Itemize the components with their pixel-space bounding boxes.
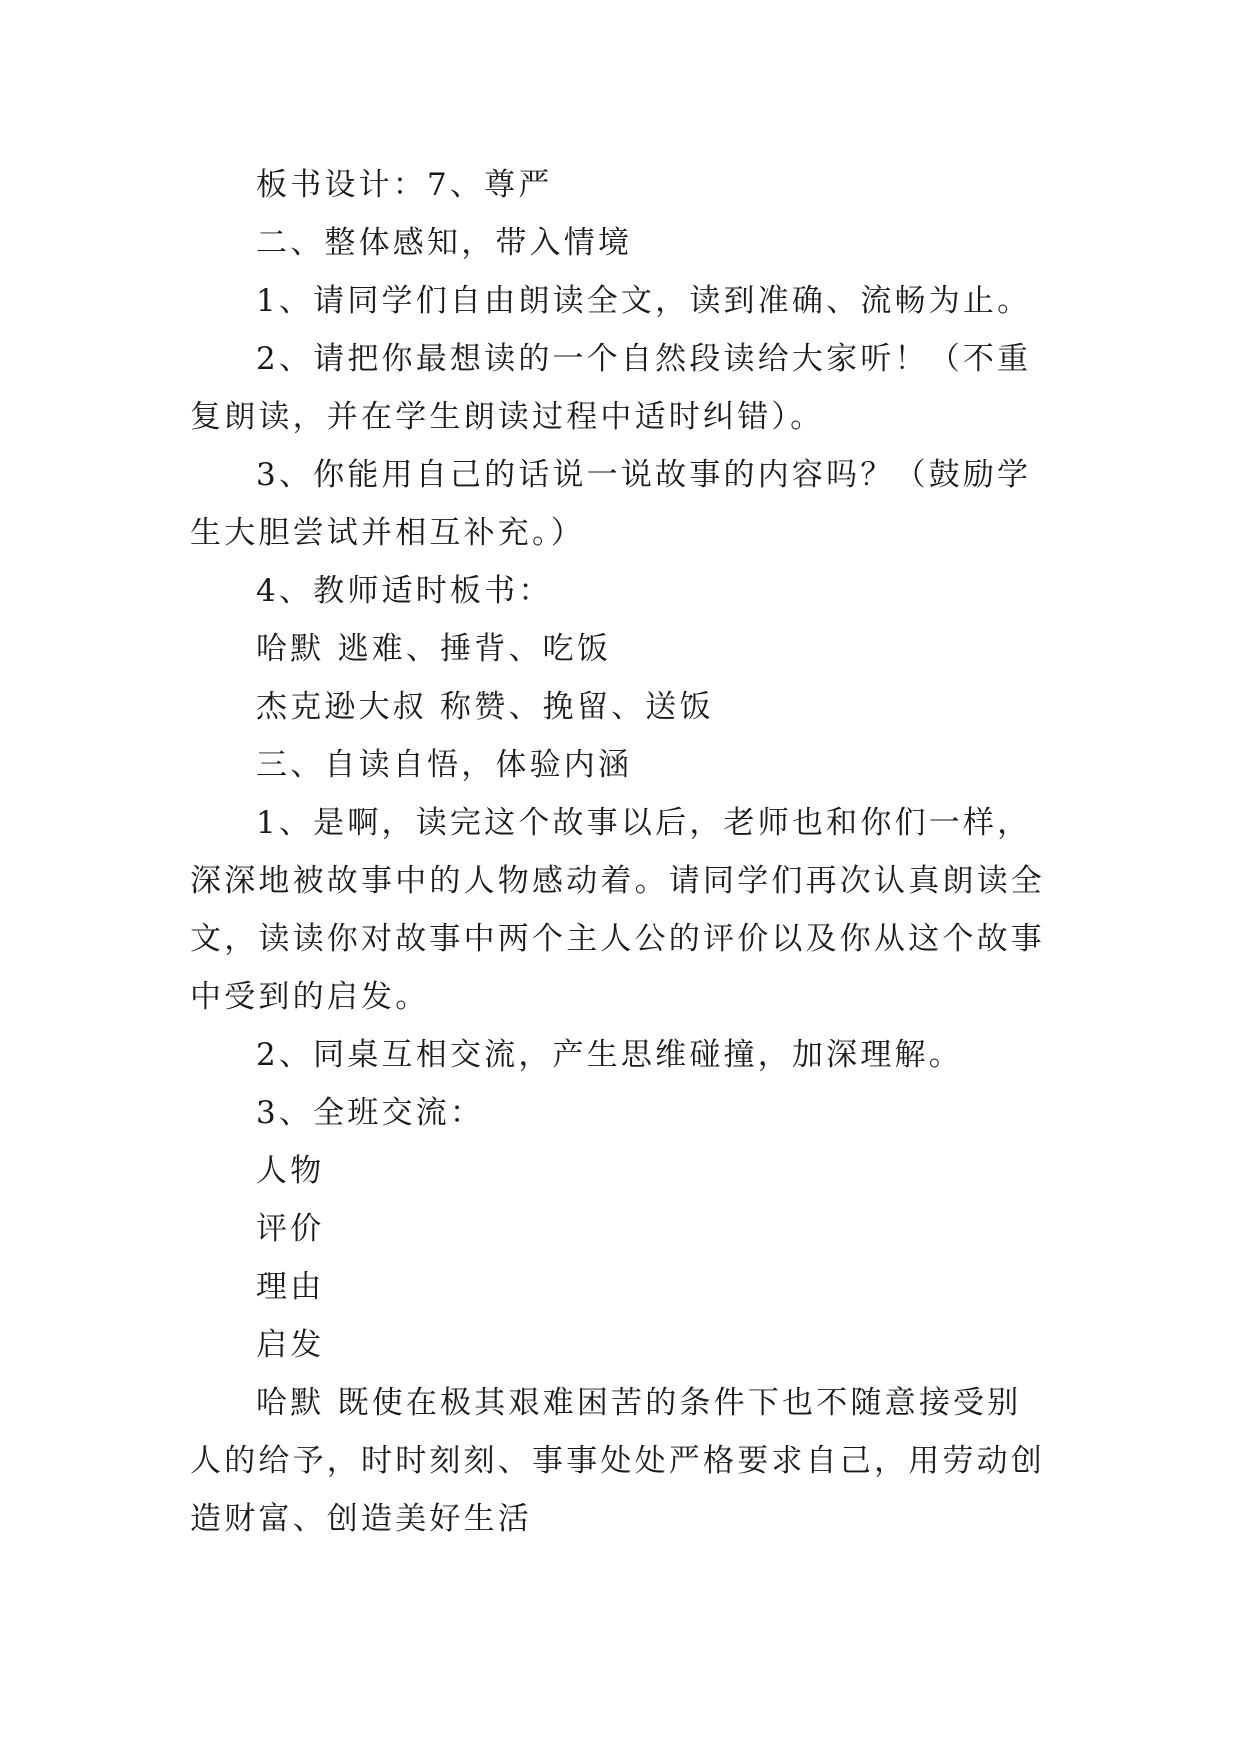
section-heading-self-reading: 三、自读自悟，体验内涵 [256,747,633,783]
paragraph-hammer-evaluation: 哈默 既使在极其艰难困苦的条件下也不随意接受别人的给予，时时刻刻、事事处处严格要求自己，用劳动创造财富、创造美好生活 [190,1385,1045,1537]
column-label-inspiration: 启发 [256,1327,325,1363]
column-label-evaluation: 评价 [256,1211,325,1247]
board-line-jackson: 杰克逊大叔 称赞、挽留、送饭 [256,689,714,725]
column-label-character: 人物 [256,1153,325,1189]
board-line-hammer: 哈默 逃难、捶背、吃饭 [256,631,612,667]
column-label-reason: 理由 [256,1269,325,1305]
document-body [190,156,1050,1548]
paragraph-step-1: 1、请同学们自由朗读全文，读到准确、流畅为止。 [256,283,1032,319]
section-heading-overall-perception: 二、整体感知，带入情境 [256,225,633,261]
paragraph-reading-step-3: 3、全班交流： [256,1095,485,1131]
paragraph-reading-step-1: 1、是啊，读完这个故事以后，老师也和你们一样，深深地被故事中的人物感动着。请同学们再次认真朗读全文，读读你对故事中两个主人公的评价以及你从这个故事中受到的启发。 [190,805,1045,1015]
paragraph-step-3: 3、你能用自己的话说一说故事的内容吗？（鼓励学生大胆尝试并相互补充。） [190,457,1032,551]
paragraph-reading-step-2: 2、同桌互相交流，产生思维碰撞，加深理解。 [256,1037,963,1073]
paragraph-step-4: 4、教师适时板书： [256,573,553,609]
paragraph-board-design: 板书设计：7、尊严 [256,167,553,203]
paragraph-step-2: 2、请把你最想读的一个自然段读给大家听！（不重复朗读，并在学生朗读过程中适时纠错）。 [190,341,1032,435]
